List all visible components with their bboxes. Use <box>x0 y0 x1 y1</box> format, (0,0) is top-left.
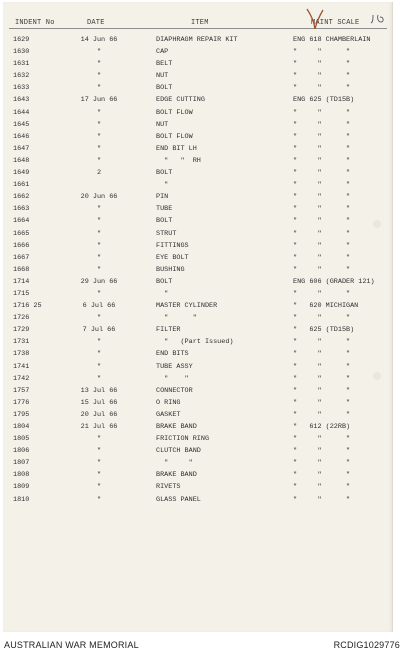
row-maint-scale: " " " <box>293 84 351 93</box>
row-item: BRAKE BAND <box>156 423 197 431</box>
indent-number: 1714 <box>13 277 30 286</box>
row-item: GLASS PANEL <box>156 495 201 504</box>
row-item: " (Part Issued) <box>156 338 234 347</box>
row-maint-scale: " 620 MICHIGAN <box>293 302 359 311</box>
indent-number: 1729 <box>13 326 30 335</box>
row-maint-scale: " " " <box>293 447 351 456</box>
table-row <box>3 82 392 94</box>
row-date: 15 Jul 66 <box>80 398 118 407</box>
indent-number: 1648 <box>13 156 30 165</box>
header-item: ITEM <box>191 19 209 27</box>
table-row <box>3 312 392 324</box>
row-maint-scale: " " " <box>293 60 351 69</box>
table-row <box>3 457 392 469</box>
indent-number: 1645 <box>13 120 30 129</box>
indent-number: 1632 <box>13 72 30 81</box>
indent-number: 1633 <box>13 84 30 93</box>
table-row <box>3 300 392 312</box>
row-date: " <box>96 229 102 238</box>
indent-number: 1630 <box>13 48 30 57</box>
indent-number: 1804 <box>13 423 30 431</box>
row-item: MASTER CYLINDER <box>156 302 218 311</box>
row-date: " <box>96 144 102 153</box>
indent-number: 1726 <box>13 314 30 323</box>
row-item: FILTER <box>156 326 181 335</box>
indent-number: 1807 <box>13 459 30 468</box>
table-row <box>3 264 392 276</box>
row-item: BOLT FLOW <box>156 132 193 141</box>
row-date: 20 Jun 66 <box>80 193 118 202</box>
indent-number: 1666 <box>13 241 30 250</box>
table-row <box>3 445 392 457</box>
table-row <box>3 240 392 252</box>
row-item: BELT <box>156 60 173 69</box>
row-item: RIVETS <box>156 483 181 492</box>
table-row <box>3 131 392 143</box>
table-row <box>3 179 392 191</box>
indent-number: 1795 <box>13 410 30 419</box>
row-date: " <box>96 120 102 129</box>
table-row <box>3 155 392 167</box>
indent-number: 1742 <box>13 374 30 383</box>
row-date: " <box>96 495 102 504</box>
header-rule <box>9 28 387 29</box>
row-maint-scale: " " " <box>293 156 351 165</box>
row-maint-scale: " " " <box>293 374 351 383</box>
row-maint-scale: " " " <box>293 132 351 141</box>
row-item: " <box>156 181 169 190</box>
row-item: O RING <box>156 398 181 407</box>
table-row <box>3 385 392 397</box>
row-maint-scale: " " " <box>293 410 351 419</box>
indent-number: 1715 <box>13 289 30 298</box>
indent-number: 1661 <box>13 181 30 190</box>
table-row <box>3 288 392 300</box>
indent-number: 1806 <box>13 447 30 456</box>
row-item: END BITS <box>156 350 189 359</box>
indent-number: 1667 <box>13 253 30 262</box>
row-item: STRUT <box>156 229 177 238</box>
indent-number: 1631 <box>13 60 30 69</box>
indent-number: 1738 <box>13 350 30 359</box>
row-date: 2 <box>96 169 102 178</box>
table-row <box>3 70 392 82</box>
row-date: " <box>96 471 102 480</box>
row-maint-scale: " " " <box>293 386 351 395</box>
row-maint-scale: ENG 625 (TD15B) <box>293 96 355 105</box>
row-item: TUBE <box>156 205 173 214</box>
indent-number: 1716 25 <box>13 302 42 311</box>
row-maint-scale: " " " <box>293 471 351 480</box>
row-maint-scale: " " " <box>293 72 351 81</box>
row-date: 14 Jun 66 <box>80 36 118 44</box>
footer-record-id: RCDIG1029776 <box>333 640 400 650</box>
row-item: BOLT <box>156 217 173 226</box>
row-date: " <box>96 435 102 444</box>
row-item: BOLT <box>156 277 173 286</box>
row-item: " " <box>156 314 197 323</box>
row-maint-scale: " " " <box>293 289 351 298</box>
indent-number: 1643 <box>13 96 30 105</box>
table-row <box>3 361 392 373</box>
row-item: BOLT <box>156 169 173 178</box>
row-maint-scale: " " " <box>293 483 351 492</box>
table-row <box>3 324 392 336</box>
row-date: " <box>96 72 102 81</box>
table-row <box>3 107 392 119</box>
row-maint-scale: " " " <box>293 48 351 57</box>
table-row <box>3 203 392 215</box>
header-date: DATE <box>87 19 105 27</box>
table-row <box>3 46 392 58</box>
footer-institution: AUSTRALIAN WAR MEMORIAL <box>4 640 139 650</box>
indent-number: 1664 <box>13 217 30 226</box>
row-date: " <box>96 108 102 117</box>
row-maint-scale: " 612 (22RB) <box>293 423 351 431</box>
handwritten-tick-mark <box>305 7 325 31</box>
indent-number: 1644 <box>13 108 30 117</box>
indent-number: 1663 <box>13 205 30 214</box>
row-item: " " <box>156 374 189 383</box>
indent-number: 1662 <box>13 193 30 202</box>
row-item: NUT <box>156 72 169 81</box>
row-date: " <box>96 447 102 456</box>
indent-number: 1810 <box>13 495 30 504</box>
row-date: " <box>96 289 102 298</box>
row-maint-scale: " " " <box>293 144 351 153</box>
table-row <box>3 397 392 409</box>
table-row <box>3 481 392 493</box>
row-maint-scale: " " " <box>293 253 351 262</box>
row-maint-scale: " " " <box>293 193 351 202</box>
table-row <box>3 34 392 46</box>
indent-number: 1808 <box>13 471 30 480</box>
indent-number: 1646 <box>13 132 30 141</box>
row-item: TUBE ASSY <box>156 362 193 371</box>
row-item: " " RH <box>156 156 201 165</box>
table-row <box>3 252 392 264</box>
indent-number: 1757 <box>13 386 30 395</box>
header-indent-no: INDENT No <box>15 19 55 27</box>
row-date: " <box>96 60 102 69</box>
indent-number: 1809 <box>13 483 30 492</box>
row-date: " <box>96 48 102 57</box>
table-row <box>3 348 392 360</box>
row-maint-scale: " " " <box>293 362 351 371</box>
row-maint-scale: " " " <box>293 398 351 407</box>
table-row <box>3 143 392 155</box>
row-item: DIAPHRAGM REPAIR KIT <box>156 36 238 44</box>
row-item: " <box>156 289 169 298</box>
row-date: " <box>96 156 102 165</box>
row-maint-scale: " " " <box>293 229 351 238</box>
row-date: 13 Jul 66 <box>80 386 118 395</box>
table-row <box>3 58 392 70</box>
row-date: 20 Jul 66 <box>80 410 118 419</box>
row-maint-scale: " 625 (TD15B) <box>293 326 355 335</box>
row-maint-scale: ENG 606 (GRADER 121) <box>293 277 375 286</box>
row-date: " <box>96 362 102 371</box>
row-item: EYE BOLT <box>156 253 189 262</box>
row-date: " <box>96 253 102 262</box>
row-maint-scale: " " " <box>293 338 351 347</box>
table-row <box>3 119 392 131</box>
table-row <box>3 228 392 240</box>
table-row <box>3 409 392 421</box>
table-row <box>3 336 392 348</box>
indent-number: 1668 <box>13 265 30 274</box>
table-row <box>3 469 392 481</box>
row-maint-scale: " " " <box>293 265 351 274</box>
row-date: " <box>96 84 102 93</box>
row-maint-scale: " " " <box>293 108 351 117</box>
row-date: " <box>96 241 102 250</box>
row-maint-scale: ENG 618 CHAMBERLAIN <box>293 36 371 44</box>
row-maint-scale: " " " <box>293 350 351 359</box>
row-item: GASKET <box>156 410 181 419</box>
indent-number: 1649 <box>13 169 30 178</box>
table-row <box>3 167 392 179</box>
row-maint-scale: " " " <box>293 241 351 250</box>
table-row <box>3 373 392 385</box>
row-maint-scale: " " " <box>293 120 351 129</box>
row-item: BUSHING <box>156 265 185 274</box>
indent-number: 1629 <box>13 36 30 44</box>
row-maint-scale: " " " <box>293 495 351 504</box>
row-item: FITTINGS <box>156 241 189 250</box>
row-date: " <box>96 350 102 359</box>
row-maint-scale: " " " <box>293 181 351 190</box>
row-date: " <box>96 205 102 214</box>
document-page <box>3 2 393 632</box>
row-date: 29 Jun 66 <box>80 277 118 286</box>
row-maint-scale: " " " <box>293 435 351 444</box>
row-item: BOLT <box>156 84 173 93</box>
header-maint-scale: MAINT SCALE <box>311 19 360 27</box>
row-item: " " <box>156 459 193 468</box>
row-item: FRICTION RING <box>156 435 210 444</box>
table-row <box>3 215 392 227</box>
row-date: " <box>96 132 102 141</box>
row-date: " <box>96 338 102 347</box>
row-item: CONNECTOR <box>156 386 193 395</box>
table-row <box>3 94 392 106</box>
indent-table <box>3 34 392 506</box>
row-date: " <box>96 459 102 468</box>
row-date: " <box>96 314 102 323</box>
handwritten-initial <box>370 10 386 22</box>
row-item: BOLT FLOW <box>156 108 193 117</box>
indent-number: 1741 <box>13 362 30 371</box>
row-maint-scale: " " " <box>293 169 351 178</box>
row-date: " <box>96 483 102 492</box>
table-row <box>3 433 392 445</box>
row-date: " <box>96 265 102 274</box>
row-maint-scale: " " " <box>293 314 351 323</box>
row-date: " <box>96 217 102 226</box>
table-row <box>3 276 392 288</box>
row-date: 6 Jul 66 <box>82 302 116 311</box>
table-row <box>3 421 392 433</box>
row-item: NUT <box>156 120 169 129</box>
indent-number: 1647 <box>13 144 30 153</box>
indent-number: 1665 <box>13 229 30 238</box>
row-date: 17 Jun 66 <box>80 96 118 105</box>
row-item: CAP <box>156 48 169 57</box>
indent-number: 1776 <box>13 398 30 407</box>
row-maint-scale: " " " <box>293 459 351 468</box>
row-date: 21 Jul 66 <box>80 423 118 431</box>
table-row <box>3 494 392 506</box>
indent-number: 1805 <box>13 435 30 444</box>
row-item: PIN <box>156 193 169 202</box>
row-item: BRAKE BAND <box>156 471 197 480</box>
row-item: EDGE CUTTING <box>156 96 205 105</box>
row-date: " <box>96 374 102 383</box>
table-row <box>3 191 392 203</box>
row-maint-scale: " " " <box>293 217 351 226</box>
row-maint-scale: " " " <box>293 205 351 214</box>
indent-number: 1731 <box>13 338 30 347</box>
row-item: CLUTCH BAND <box>156 447 201 456</box>
row-item: END BIT LH <box>156 144 197 153</box>
row-date: 7 Jul 66 <box>82 326 116 335</box>
